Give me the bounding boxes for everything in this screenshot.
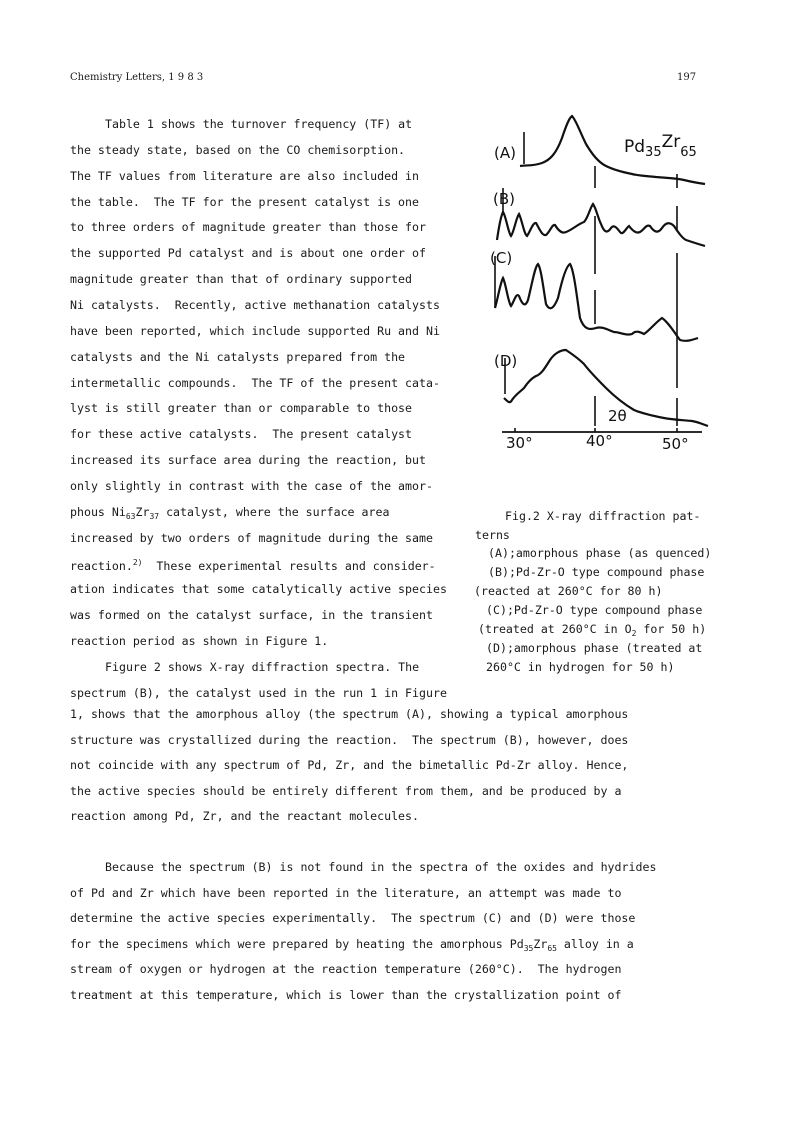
text-line: spectrum (B), the catalyst used in the run 1 in Figure <box>70 685 447 700</box>
text-line: Figure 2 shows X-ray diffraction spectra. The <box>105 659 420 674</box>
text-line: for the specimens which were prepared by heating the amorphous $Pd_{35}Zr_{65}$ alloy in a <box>70 936 634 953</box>
text-line: increased its surface area during the reaction, but <box>70 453 426 468</box>
text-line: treatment at this temperature, which is lower than the crystallization point of <box>70 987 622 1002</box>
text-line: reaction.$^{2)}$ These experimental results and consider- <box>70 558 436 574</box>
text-line: Because the spectrum (B) is not found in the spectra of the oxides and hydrides <box>105 860 657 874</box>
text-line: of Pd and Zr which have been reported in the literature, an attempt was made to <box>70 885 622 900</box>
text-line: 1, shows that the amorphous alloy (the spectrum (A), showing a typical amorphous <box>70 707 629 721</box>
caption-title: Fig.2 X-ray diffraction pat- <box>505 509 701 523</box>
text-line: Table 1 shows the turnover frequency (TF) at <box>105 117 413 131</box>
spectrum-c <box>495 264 698 341</box>
text-line: determine the active species experimentally. The spectrum (C) and (D) were those <box>70 911 636 925</box>
text-line: stream of oxygen or hydrogen at the reaction temperature (260°C). The hydrogen <box>70 962 622 976</box>
caption-line: (treated at 260°C in $O_2$ for 50 h) <box>478 622 707 638</box>
caption-line: 260°C in hydrogen for 50 h) <box>486 660 675 674</box>
text-line: the steady state, based on the CO chemisorption. <box>70 142 406 157</box>
journal-header: Chemistry Letters, 1 9 8 3 <box>70 72 204 83</box>
text-line: have been reported, which include supported Ru and Ni <box>70 323 440 338</box>
caption-line: (D);amorphous phase (treated at <box>486 641 703 655</box>
text-line: increased by two orders of magnitude during the same <box>70 530 433 545</box>
text-line: Ni catalysts. Recently, active methanation catalysts <box>70 297 440 312</box>
text-line: intermetallic compounds. The TF of the present cata- <box>70 375 440 390</box>
label-c: (C) <box>490 249 513 267</box>
text-line: was formed on the catalyst surface, in the transient <box>70 608 433 623</box>
spectrum-b <box>497 204 705 246</box>
caption-line: terns <box>475 528 510 542</box>
text-line: for these active catalysts. The present catalyst <box>70 427 413 442</box>
tick-label-40: 40° <box>586 432 613 450</box>
text-line: reaction among Pd, Zr, and the reactant molecules. <box>70 809 420 823</box>
sample-formula: $Pd_{35}Zr_{65}$ <box>624 132 697 160</box>
text-line: the table. The TF for the present catalyst is one <box>70 194 420 209</box>
x-axis-label: 2θ <box>608 407 627 425</box>
text-line: lyst is still greater than or comparable to those <box>70 401 413 416</box>
text-line: catalysts and the Ni catalysts prepared from the <box>70 349 406 364</box>
page-number: 197 <box>677 72 697 83</box>
caption-line: (reacted at 260°C for 80 h) <box>474 584 663 598</box>
text-line: structure was crystallized during the reaction. The spectrum (B), however, does <box>70 732 629 747</box>
caption-line: (C);Pd-Zr-O type compound phase <box>486 603 703 617</box>
tick-label-30: 30° <box>506 434 533 452</box>
caption-line: (B);Pd-Zr-O type compound phase <box>488 565 705 579</box>
tick-label-50: 50° <box>662 435 689 453</box>
text-line: The TF values from literature are also included in <box>70 168 420 183</box>
text-line: to three orders of magnitude greater than those for <box>70 220 426 235</box>
text-line: the active species should be entirely different from them, and be produced by a <box>70 783 622 798</box>
text-line: not coincide with any spectrum of Pd, Zr, and the bimetallic Pd-Zr alloy. Hence, <box>70 758 629 772</box>
text-line: phous $Ni_{63}Zr_{37}$ catalyst, where the surface area <box>70 504 390 521</box>
text-line: reaction period as shown in Figure 1. <box>70 634 329 648</box>
label-b: (B) <box>493 190 515 208</box>
text-line: ation indicates that some catalytically active species <box>70 582 447 597</box>
text-line: only slightly in contrast with the case of the amor- <box>70 478 433 493</box>
label-d: (D) <box>494 352 518 370</box>
xrd-figure <box>480 108 720 460</box>
caption-line: (A);amorphous phase (as quenced) <box>488 546 712 560</box>
label-a: (A) <box>494 144 516 162</box>
text-line: the supported Pd catalyst and is about one order of <box>70 246 426 261</box>
text-line: magnitude greater than that of ordinary supported <box>70 272 413 287</box>
